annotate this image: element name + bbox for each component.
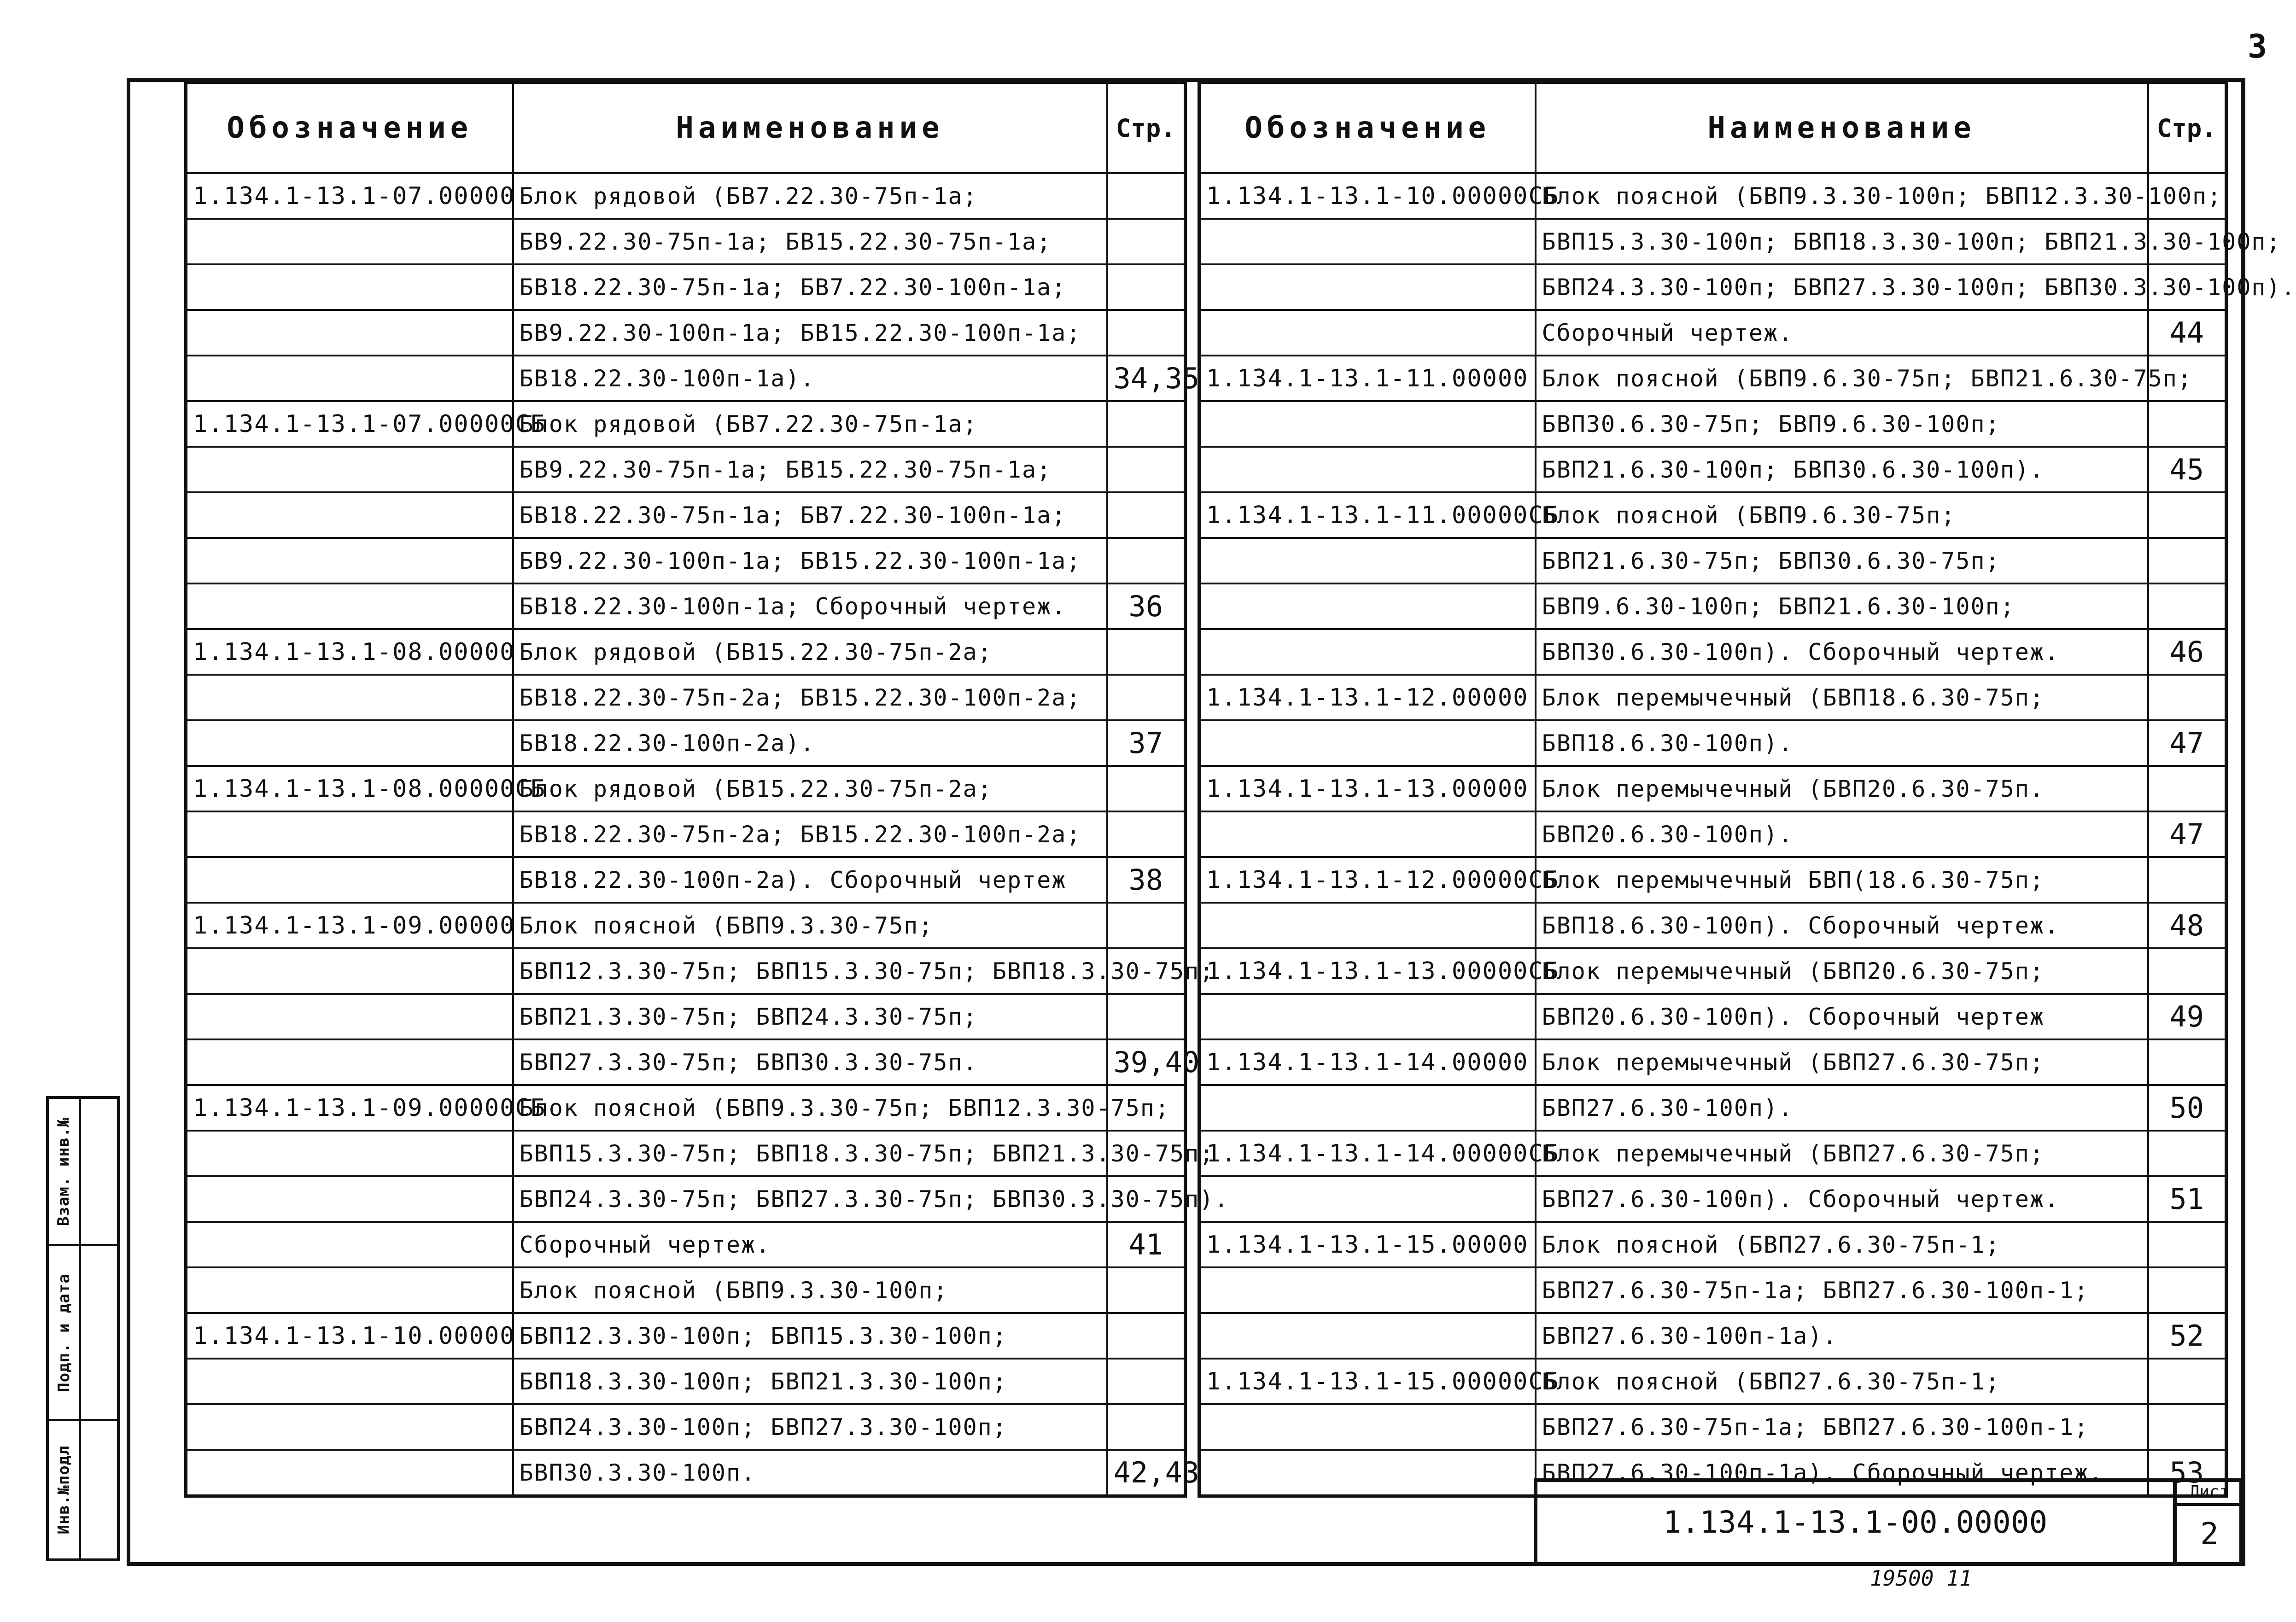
name-cell: БВП30.3.30-100п. [513,1450,1107,1496]
table-row [1199,994,2226,1039]
page-cell [2148,583,2226,629]
table-row [186,629,1186,675]
stamp-label-signature-date: Подп. и дата [54,1273,73,1392]
table-row [186,675,1186,720]
table-row [1199,1176,2226,1222]
title-block [1534,1478,2243,1566]
table-row [186,583,1186,629]
table-row [186,447,1186,492]
name-cell: Блок перемычечный (БВП20.6.30-75п; [1536,948,2148,994]
designation-cell [186,538,513,583]
name-cell: БВП18.3.30-100п; БВП21.3.30-100п; [513,1359,1107,1404]
page-cell [1107,1359,1186,1404]
name-cell: БВП12.3.30-75п; БВП15.3.30-75п; БВП18.3.30-75п; [513,948,1107,994]
table-row [1199,583,2226,629]
page-cell [1107,173,1186,219]
designation-cell [186,1404,513,1450]
page-cell: 46 [2148,629,2226,675]
table-row [186,1404,1186,1450]
designation-cell: 1.134.1-13.1-07.00000СБ [186,401,513,447]
name-cell: Блок перемычечный (БВП27.6.30-75п; [1536,1039,2148,1085]
stamp-label-inv-podl: Инв.№подл [54,1445,73,1534]
designation-cell [1199,264,1536,310]
designation-cell [186,811,513,857]
designation-cell [186,994,513,1039]
page-cell [2148,766,2226,811]
designation-cell: 1.134.1-13.1-14.00000СБ [1199,1131,1536,1176]
name-cell: Блок перемычечный БВП(18.6.30-75п; [1536,857,2148,903]
designation-cell: 1.134.1-13.1-12.00000СБ [1199,857,1536,903]
name-cell: БВП12.3.30-100п; БВП15.3.30-100п; [513,1313,1107,1359]
page-cell [1107,1313,1186,1359]
page-cell [1107,1404,1186,1450]
name-cell: БВ9.22.30-100п-1а; БВ15.22.30-100п-1а; [513,310,1107,356]
name-cell: Сборочный чертеж. [1536,310,2148,356]
designation-cell: 1.134.1-13.1-14.00000 [1199,1039,1536,1085]
page-cell [1107,447,1186,492]
designation-cell: 1.134.1-13.1-13.00000 [1199,766,1536,811]
page-cell [2148,1404,2226,1450]
header-designation: Обозначение [186,82,513,174]
page-cell: 52 [2148,1313,2226,1359]
table-row [1199,720,2226,766]
table-row [1199,173,2226,219]
table-row [186,356,1186,401]
table-row [186,811,1186,857]
name-cell: БВ9.22.30-100п-1а; БВ15.22.30-100п-1а; [513,538,1107,583]
designation-cell [186,1359,513,1404]
name-cell: БВП20.6.30-100п). [1536,811,2148,857]
designation-cell [186,264,513,310]
page-cell: 48 [2148,903,2226,948]
designation-cell [186,720,513,766]
header-name: Наименование [1536,82,2148,174]
sheet-label: Лист [2177,1478,2242,1506]
table-row [1199,903,2226,948]
designation-cell: 1.134.1-13.1-10.00000 [186,1313,513,1359]
designation-cell [186,583,513,629]
name-cell: БВП9.6.30-100п; БВП21.6.30-100п; [1536,583,2148,629]
page-cell [2148,492,2226,538]
name-cell: БВ9.22.30-75п-1а; БВ15.22.30-75п-1а; [513,447,1107,492]
page-cell: 42,43 [1107,1450,1186,1496]
designation-cell [1199,1313,1536,1359]
name-cell: Сборочный чертеж. [513,1222,1107,1267]
name-cell: БВП30.6.30-75п; БВП9.6.30-100п; [1536,401,2148,447]
name-cell: Блок перемычечный (БВП27.6.30-75п; [1536,1131,2148,1176]
table-row [186,264,1186,310]
designation-cell [1199,538,1536,583]
page-cell: 51 [2148,1176,2226,1222]
designation-cell [1199,903,1536,948]
designation-cell: 1.134.1-13.1-15.00000 [1199,1222,1536,1267]
table-row [1199,1404,2226,1450]
name-cell: Блок поясной (БВП9.3.30-75п; БВП12.3.30-75п; [513,1085,1107,1131]
name-cell: БВП27.6.30-100п). [1536,1085,2148,1131]
stamp-cell-inv-podl [49,1421,117,1558]
designation-cell: 1.134.1-13.1-12.00000 [1199,675,1536,720]
page-cell [1107,766,1186,811]
name-cell: Блок перемычечный (БВП20.6.30-75п. [1536,766,2148,811]
table-row [1199,1267,2226,1313]
designation-cell [1199,310,1536,356]
name-cell: БВ18.22.30-100п-2а). [513,720,1107,766]
designation-cell [186,1222,513,1267]
name-cell: БВ18.22.30-100п-1а; Сборочный чертеж. [513,583,1107,629]
page-cell: 50 [2148,1085,2226,1131]
name-cell: БВП21.6.30-75п; БВП30.6.30-75п; [1536,538,2148,583]
designation-cell: 1.134.1-13.1-07.00000 [186,173,513,219]
name-cell: БВП21.6.30-100п; БВП30.6.30-100п). [1536,447,2148,492]
designation-cell [1199,1404,1536,1450]
table-row [1199,219,2226,264]
name-cell: БВП24.3.30-100п; БВП27.3.30-100п; БВП30.3.30-100п). [1536,264,2148,310]
designation-cell [186,1450,513,1496]
table-row [1199,492,2226,538]
designation-cell: 1.134.1-13.1-08.00000 [186,629,513,675]
page-cell [1107,811,1186,857]
stamp-label-inv-zam: Взам. инв.№ [54,1117,73,1226]
designation-cell [186,675,513,720]
table-row [1199,310,2226,356]
table-row [1199,857,2226,903]
table-row [186,1131,1186,1176]
table-row [186,310,1186,356]
name-cell: БВП18.6.30-100п). [1536,720,2148,766]
name-cell: БВП15.3.30-100п; БВП18.3.30-100п; БВП21.3.30-100п; [1536,219,2148,264]
designation-cell [1199,1176,1536,1222]
table-row [186,1222,1186,1267]
table-row [1199,1359,2226,1404]
designation-cell: 1.134.1-13.1-13.00000СБ [1199,948,1536,994]
document-code: 1.134.1-13.1-00.00000 [1663,1504,2048,1540]
designation-cell [186,492,513,538]
table-body-right [1199,173,2296,1496]
name-cell: БВП27.6.30-100п). Сборочный чертеж. [1536,1176,2148,1222]
designation-cell [186,447,513,492]
name-cell: БВП27.3.30-75п; БВП30.3.30-75п. [513,1039,1107,1085]
designation-cell [186,1267,513,1313]
page-cell: 47 [2148,720,2226,766]
name-cell: Блок поясной (БВП9.3.30-100п; БВП12.3.30-100п; [1536,173,2148,219]
name-cell: БВ9.22.30-75п-1а; БВ15.22.30-75п-1а; [513,219,1107,264]
designation-cell [186,948,513,994]
table-row [1199,675,2226,720]
name-cell: Блок рядовой (БВ7.22.30-75п-1а; [513,173,1107,219]
page-cell: 44 [2148,310,2226,356]
name-cell: Блок рядовой (БВ15.22.30-75п-2а; [513,629,1107,675]
table-row [186,492,1186,538]
designation-cell [1199,811,1536,857]
name-cell: БВП27.6.30-100п-1а). Сборочный чертеж. [1536,1450,2148,1496]
table-row [186,1359,1186,1404]
name-cell: БВП21.3.30-75п; БВП24.3.30-75п; [513,994,1107,1039]
designation-cell [186,356,513,401]
name-cell: Блок рядовой (БВ15.22.30-75п-2а; [513,766,1107,811]
name-cell: БВП15.3.30-75п; БВП18.3.30-75п; БВП21.3.30-75п; [513,1131,1107,1176]
name-cell: Блок рядовой (БВ7.22.30-75п-1а; [513,401,1107,447]
designation-cell: 1.134.1-13.1-11.00000 [1199,356,1536,401]
page-cell: 47 [2148,811,2226,857]
table-row [1199,629,2226,675]
name-cell: БВП30.6.30-100п). Сборочный чертеж. [1536,629,2148,675]
name-cell: БВП18.6.30-100п). Сборочный чертеж. [1536,903,2148,948]
header-name: Наименование [513,82,1107,174]
table-row [1199,1222,2226,1267]
designation-cell [1199,994,1536,1039]
table-row [1199,447,2226,492]
page-cell [1107,1267,1186,1313]
table-row [186,948,1186,994]
page-cell: 34,35 [1107,356,1186,401]
page-cell [2148,948,2226,994]
name-cell: БВП27.6.30-75п-1а; БВП27.6.30-100п-1; [1536,1404,2148,1450]
table-row [186,1039,1186,1085]
page-cell [1107,310,1186,356]
name-cell: Блок поясной (БВП9.6.30-75п; [1536,492,2148,538]
designation-cell: 1.134.1-13.1-10.00000СБ [1199,173,1536,219]
name-cell: Блок перемычечный (БВП18.6.30-75п; [1536,675,2148,720]
table-row [186,401,1186,447]
page-cell [1107,401,1186,447]
name-cell: БВ18.22.30-75п-2а; БВ15.22.30-100п-2а; [513,811,1107,857]
table-row [1199,401,2226,447]
table-row [186,994,1186,1039]
designation-cell [1199,401,1536,447]
page-cell [2148,1039,2226,1085]
header-page: Стр. [2148,82,2226,174]
designation-cell: 1.134.1-13.1-09.00000 [186,903,513,948]
table-header-row [186,82,1186,174]
table-row [1199,1131,2226,1176]
page-cell: 45 [2148,447,2226,492]
name-cell: БВП24.3.30-100п; БВП27.3.30-100п; [513,1404,1107,1450]
name-cell: БВ18.22.30-75п-1а; БВ7.22.30-100п-1а; [513,264,1107,310]
header-page: Стр. [1107,82,1186,174]
name-cell: Блок поясной (БВП9.6.30-75п; БВП21.6.30-75п; [1536,356,2148,401]
name-cell: Блок поясной (БВП27.6.30-75п-1; [1536,1359,2148,1404]
designation-cell [186,1176,513,1222]
table-row [186,173,1186,219]
archive-number: 19500 11 [1870,1566,1972,1591]
table-row [1199,1313,2226,1359]
page-cell: 41 [1107,1222,1186,1267]
name-cell: БВ18.22.30-75п-2а; БВ15.22.30-100п-2а; [513,675,1107,720]
designation-cell [186,857,513,903]
name-cell: Блок поясной (БВП9.3.30-100п; [513,1267,1107,1313]
table-row [1199,538,2226,583]
page-cell [1107,264,1186,310]
table-row [186,1267,1186,1313]
table-row [1199,1085,2226,1131]
designation-cell [186,1131,513,1176]
designation-cell [1199,720,1536,766]
name-cell: БВ18.22.30-100п-1а). [513,356,1107,401]
page-cell [2148,1267,2226,1313]
table-row [186,857,1186,903]
page-cell [2148,1359,2226,1404]
header-designation: Обозначение [1199,82,1536,174]
table-row [186,1450,1186,1496]
designation-cell [1199,1267,1536,1313]
contents-table-left [184,81,1229,1498]
page-cell [2148,401,2226,447]
name-cell: БВ18.22.30-100п-2а). Сборочный чертеж [513,857,1107,903]
designation-cell [1199,1450,1536,1496]
page-cell [1107,994,1186,1039]
contents-table-right [1198,81,2296,1498]
page-cell [1107,538,1186,583]
page-cell: 36 [1107,583,1186,629]
designation-cell [186,1039,513,1085]
designation-cell [1199,447,1536,492]
page-cell [2148,675,2226,720]
table-body-left [186,173,1229,1496]
approval-stamp-strip [46,1096,120,1561]
name-cell: БВП24.3.30-75п; БВП27.3.30-75п; БВП30.3.30-75п). [513,1176,1107,1222]
designation-cell [1199,1085,1536,1131]
designation-cell: 1.134.1-13.1-08.00000СБ [186,766,513,811]
designation-cell [186,310,513,356]
table-row [186,219,1186,264]
table-row [186,720,1186,766]
page-cell: 37 [1107,720,1186,766]
stamp-cell-signature-date [49,1246,117,1421]
page-cell [1107,903,1186,948]
name-cell: БВП27.6.30-100п-1а). [1536,1313,2148,1359]
table-row [186,538,1186,583]
page-cell: 38 [1107,857,1186,903]
page-cell [2148,1222,2226,1267]
designation-cell [1199,583,1536,629]
page-cell [2148,1131,2226,1176]
page-cell [1107,492,1186,538]
table-row [186,766,1186,811]
name-cell: БВ18.22.30-75п-1а; БВ7.22.30-100п-1а; [513,492,1107,538]
page-cell: 53 [2148,1450,2226,1496]
table-row [1199,948,2226,994]
name-cell: Блок поясной (БВП9.3.30-75п; [513,903,1107,948]
name-cell: БВП27.6.30-75п-1а; БВП27.6.30-100п-1; [1536,1267,2148,1313]
designation-cell: 1.134.1-13.1-09.00000СБ [186,1085,513,1131]
designation-cell [186,219,513,264]
table-row [186,903,1186,948]
stamp-cell-inv-zam [49,1099,117,1246]
table-row [186,1085,1186,1131]
table-row [1199,811,2226,857]
sheet-number: 2 [2200,1516,2219,1552]
page-cell [1107,675,1186,720]
page-cell [1107,629,1186,675]
designation-cell [1199,219,1536,264]
table-row [1199,1039,2226,1085]
table-row [1199,766,2226,811]
page-cell [2148,857,2226,903]
table-row [1199,264,2226,310]
sheet-box [2173,1478,2242,1566]
name-cell: Блок поясной (БВП27.6.30-75п-1; [1536,1222,2148,1267]
page-cell [2148,538,2226,583]
designation-cell: 1.134.1-13.1-15.00000СБ [1199,1359,1536,1404]
designation-cell [1199,629,1536,675]
table-row [186,1313,1186,1359]
table-row [1199,356,2226,401]
designation-cell: 1.134.1-13.1-11.00000СБ [1199,492,1536,538]
table-row [186,1176,1186,1222]
name-cell: БВП20.6.30-100п). Сборочный чертеж [1536,994,2148,1039]
page-cell: 39,40 [1107,1039,1186,1085]
page-cell [1107,219,1186,264]
page-number: 3 [2248,28,2267,65]
page-cell: 49 [2148,994,2226,1039]
table-header-row [1199,82,2226,174]
